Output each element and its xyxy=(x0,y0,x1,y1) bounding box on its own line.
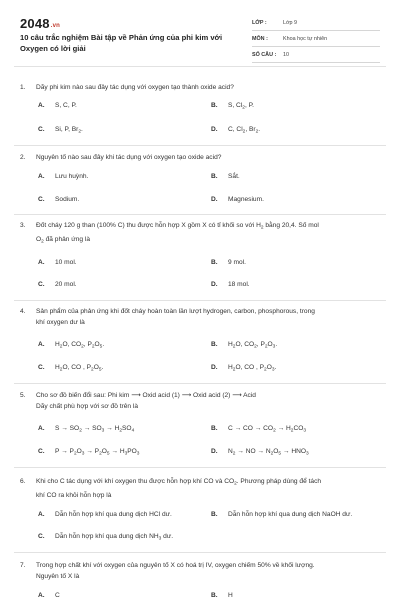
meta-row-class xyxy=(252,15,380,31)
question-number: 3. xyxy=(20,222,26,229)
option-text: Si, P, $Br_2$. xyxy=(55,126,83,135)
option-letter: A. xyxy=(38,592,45,599)
option-letter: C. xyxy=(38,281,45,288)
meta-key: MÔN : xyxy=(252,35,268,42)
question-divider xyxy=(14,300,386,301)
option-letter: B. xyxy=(211,259,218,266)
option-text: Lưu huỳnh. xyxy=(55,173,89,180)
option-letter: C. xyxy=(38,196,45,203)
document-title xyxy=(20,33,245,54)
option-letter: D. xyxy=(211,448,218,455)
option-letter: B. xyxy=(211,173,218,180)
question-number: 1. xyxy=(20,84,26,91)
logo-main: 2048 xyxy=(20,16,50,31)
option-text: S, C, P. xyxy=(55,102,77,109)
option-text: H xyxy=(228,592,233,599)
question-number: 5. xyxy=(20,392,26,399)
option-7b[interactable] xyxy=(211,591,233,600)
option-4b[interactable] xyxy=(211,340,277,353)
option-text: C → CO → $CO_2 \to H_2CO_3$ xyxy=(228,425,306,434)
option-letter: A. xyxy=(38,511,45,518)
option-1b[interactable] xyxy=(211,101,254,114)
option-text: Dẫn hỗn hợp khí qua dung dịch $NH_3$ dư. xyxy=(55,533,174,542)
question-4 xyxy=(20,306,380,328)
option-5c[interactable] xyxy=(38,447,139,460)
question-number: 4. xyxy=(20,308,26,315)
option-2b[interactable] xyxy=(211,172,240,182)
option-text: $P \to P_2O_3 \to P_2O_5 \to H_3PO_3$ xyxy=(55,448,140,457)
option-text: Magnesium. xyxy=(228,196,264,203)
option-letter: A. xyxy=(38,425,45,432)
option-5d[interactable] xyxy=(211,447,309,460)
question-number: 2. xyxy=(20,154,26,161)
option-letter: A. xyxy=(38,341,45,348)
option-3b[interactable] xyxy=(211,258,246,268)
option-letter: D. xyxy=(211,364,218,371)
option-1c[interactable] xyxy=(38,125,83,138)
question-divider xyxy=(14,145,386,146)
question-3 xyxy=(20,220,380,247)
option-letter: B. xyxy=(211,341,218,348)
option-letter: D. xyxy=(211,196,218,203)
option-text: $S \to SO_2 \to SO_3 \to H_2SO_4$ xyxy=(55,425,135,434)
option-text: $H_2O$, $CO_2$, $P_2O_5$. xyxy=(55,341,105,350)
question-text-line-1: Khi cho C tác dụng với khí oxygen thu được hỗn hợp khí CO và $CO_2$. Phương pháp dùng để tách xyxy=(36,478,322,487)
question-7 xyxy=(20,560,380,582)
option-text: 18 mol. xyxy=(228,281,250,288)
question-divider xyxy=(14,214,386,215)
question-5 xyxy=(20,390,380,412)
question-text: Nguyên tố nào sau đây khi tác dụng với oxygen tạo oxide acid? xyxy=(36,154,222,161)
question-6 xyxy=(20,476,380,501)
option-letter: A. xyxy=(38,259,45,266)
option-6a[interactable] xyxy=(38,510,172,520)
title-line-2: Oxygen có lời giải xyxy=(20,43,86,53)
option-3a[interactable] xyxy=(38,258,77,268)
option-letter: A. xyxy=(38,102,45,109)
question-text-line-2: khí oxygen dư là xyxy=(36,319,85,326)
question-text-line-1: Đốt cháy 120 g than (100% C) thu được hỗn hợp X gồm X có tỉ khối so với $H_2$ bằng 20,4. Số mol xyxy=(36,222,319,231)
option-3c[interactable] xyxy=(38,280,77,290)
site-logo[interactable] xyxy=(20,16,60,31)
option-text: 9 mol. xyxy=(228,259,246,266)
option-text: S, $Cl_2$, P. xyxy=(228,102,255,111)
option-4c[interactable] xyxy=(38,363,103,376)
option-2d[interactable] xyxy=(211,195,264,205)
option-2c[interactable] xyxy=(38,195,79,205)
question-divider xyxy=(14,467,386,468)
question-text-line-2: Nguyên tố X là xyxy=(36,573,80,580)
option-letter: C. xyxy=(38,126,45,133)
meta-value: 10 xyxy=(283,51,289,58)
option-text: 10 mol. xyxy=(55,259,77,266)
question-2 xyxy=(20,152,380,163)
option-letter: B. xyxy=(211,425,218,432)
option-text: $H_2O$, $CO_2$, $P_2O_3$. xyxy=(228,341,278,350)
meta-value: Lớp 9 xyxy=(283,19,298,26)
option-text: C xyxy=(55,592,60,599)
option-text: 20 mol. xyxy=(55,281,77,288)
option-letter: A. xyxy=(38,173,45,180)
option-text: C, $Cl_2$, $Br_2$. xyxy=(228,126,261,135)
option-4d[interactable] xyxy=(211,363,276,376)
meta-key: LỚP : xyxy=(252,19,267,26)
question-number: 7. xyxy=(20,562,26,569)
option-letter: C. xyxy=(38,364,45,371)
question-1 xyxy=(20,82,380,93)
question-text-line-2: khí CO ra khỏi hỗn hợp là xyxy=(36,491,112,499)
question-number: 6. xyxy=(20,478,26,485)
option-text: $H_2O$, CO , $P_2O_5$. xyxy=(55,364,104,373)
option-letter: B. xyxy=(211,102,218,109)
meta-row-subject xyxy=(252,31,380,47)
option-6c[interactable] xyxy=(38,532,173,545)
option-text: $N_2$ → NO → $N_2O_5 \to HNO_3$ xyxy=(228,448,309,457)
option-1a[interactable] xyxy=(38,101,77,111)
question-text-line-1: Sản phẩm của phản ứng khi đốt cháy hoàn toàn lần lượt hydrogen, carbon, phosphorous, trong xyxy=(36,308,315,315)
title-line-1: 10 câu trắc nghiệm Bài tập về Phản ứng của phi kim với xyxy=(20,33,223,42)
option-letter: D. xyxy=(211,281,218,288)
logo-suffix: .vn xyxy=(50,23,61,29)
question-text-line-1: Cho sơ đồ biến đổi sau: Phi kim ⟶ Oxid acid (1) ⟶ Oxid acid (2) ⟶ Acid xyxy=(36,392,256,399)
option-letter: D. xyxy=(211,126,218,133)
option-letter: C. xyxy=(38,448,45,455)
option-5b[interactable] xyxy=(211,424,306,437)
option-text: Sodium. xyxy=(55,196,80,203)
question-text-line-2: Dãy chất phù hợp với sơ đồ trên là xyxy=(36,403,139,410)
option-text: Dẫn hỗn hợp khí qua dung dịch HCl dư. xyxy=(55,511,172,518)
question-text: Dãy phi kim nào sau đây tác dụng với oxygen tạo thành oxide acid? xyxy=(36,84,234,91)
question-divider xyxy=(14,383,386,384)
meta-row-count xyxy=(252,47,380,63)
option-1d[interactable] xyxy=(211,125,260,138)
meta-info-table xyxy=(252,15,380,63)
question-text-line-1: Trong hợp chất khí với oxygen của nguyên tố X có hoá trị IV, oxygen chiếm 50% về khối lượng. xyxy=(36,562,315,569)
meta-key: SỐ CÂU : xyxy=(252,51,277,58)
option-7a[interactable] xyxy=(38,591,60,600)
header-divider xyxy=(14,66,386,67)
option-2a[interactable] xyxy=(38,172,88,182)
option-text: Sắt. xyxy=(228,173,240,180)
question-text-line-2: $O_2$ đã phản ứng là xyxy=(36,235,91,244)
meta-value: Khoa học tự nhiên xyxy=(283,35,328,42)
question-divider xyxy=(14,552,386,553)
option-letter: C. xyxy=(38,533,45,540)
option-letter: B. xyxy=(211,592,218,599)
option-5a[interactable] xyxy=(38,424,134,437)
option-text: $H_2O$, CO , $P_2O_3$. xyxy=(228,364,277,373)
option-3d[interactable] xyxy=(211,280,250,290)
option-letter: B. xyxy=(211,511,218,518)
option-text: Dẫn hỗn hợp khí qua dung dịch NaOH dư. xyxy=(228,511,353,518)
option-4a[interactable] xyxy=(38,340,104,353)
option-6b[interactable] xyxy=(211,510,352,520)
